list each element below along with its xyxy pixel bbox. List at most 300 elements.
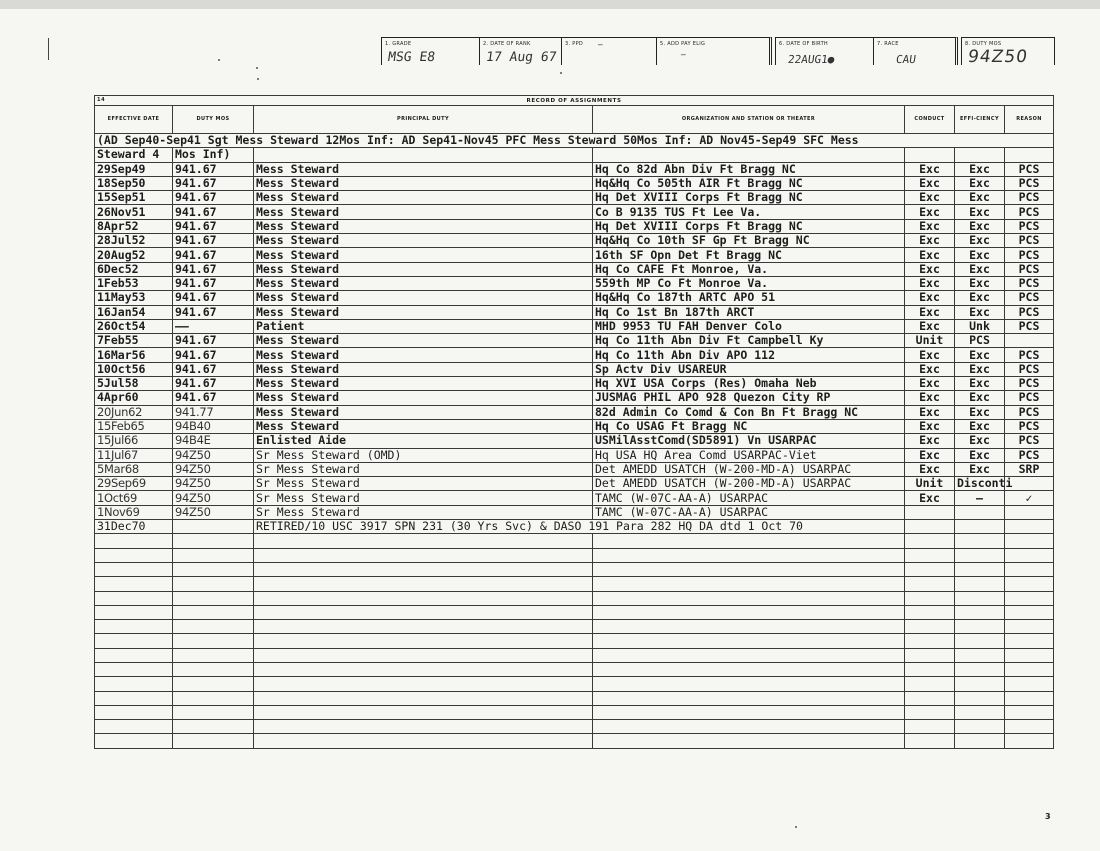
empty-cell bbox=[173, 605, 254, 619]
empty-cell bbox=[254, 677, 593, 691]
empty-cell bbox=[95, 662, 173, 676]
organization-cell: Hq Det XVIII Corps Ft Bragg NC bbox=[593, 191, 905, 205]
table-row bbox=[95, 319, 1054, 333]
blank-row bbox=[95, 648, 1054, 662]
duty-mos-box: 8. DUTY MOS 94Z50 bbox=[961, 37, 1055, 65]
empty-cell bbox=[905, 534, 955, 548]
principal-duty-cell: Mess Steward bbox=[254, 191, 593, 205]
section-number: 14 bbox=[97, 97, 106, 103]
empty-cell bbox=[1005, 677, 1054, 691]
efficiency-cell: Exc bbox=[955, 191, 1005, 205]
conduct-cell: Unit bbox=[905, 477, 955, 491]
duty-mos-cell: 941.67 bbox=[173, 391, 254, 405]
effective-date-cell: 16Mar56 bbox=[95, 348, 173, 362]
efficiency-cell: Unk bbox=[955, 319, 1005, 333]
empty-cell bbox=[593, 548, 905, 562]
conduct-cell: Exc bbox=[905, 319, 955, 333]
principal-duty-cell: Mess Steward bbox=[254, 176, 593, 190]
empty-cell bbox=[173, 677, 254, 691]
table-row bbox=[95, 176, 1054, 190]
conduct-cell: Exc bbox=[905, 434, 955, 448]
empty-cell bbox=[955, 562, 1005, 576]
conduct-cell: Exc bbox=[905, 348, 955, 362]
empty-cell bbox=[1005, 634, 1054, 648]
effective-date-cell: 8Apr52 bbox=[95, 219, 173, 233]
empty-cell bbox=[254, 734, 593, 748]
principal-duty-cell: Mess Steward bbox=[254, 419, 593, 433]
reason-cell: PCS bbox=[1005, 291, 1054, 305]
table-row bbox=[95, 305, 1054, 319]
empty-cell bbox=[593, 705, 905, 719]
effective-date-cell: 18Sep50 bbox=[95, 176, 173, 190]
effective-date-cell: 15Jul66 bbox=[95, 434, 173, 448]
add-pay-box: 5. ADD PAY ELIG — bbox=[656, 37, 772, 65]
reason-cell: PCS bbox=[1005, 448, 1054, 462]
principal-duty-cell: Mess Steward bbox=[254, 205, 593, 219]
empty-cell bbox=[593, 534, 905, 548]
duty-mos-cell: 941.67 bbox=[173, 348, 254, 362]
table-row bbox=[95, 219, 1054, 233]
empty-cell bbox=[955, 577, 1005, 591]
retirement-text: RETIRED/10 USC 3917 SPN 231 (30 Yrs Svc) & DASO 191 Para 282 HQ DA dtd 1 Oct 70 bbox=[254, 520, 905, 534]
empty-cell bbox=[95, 548, 173, 562]
duty-mos-cell: 94Z50 bbox=[173, 448, 254, 462]
effective-date-cell: 6Dec52 bbox=[95, 262, 173, 276]
duty-mos-cell: 941.77 bbox=[173, 405, 254, 419]
binder-mark bbox=[48, 38, 49, 60]
empty-cell bbox=[905, 520, 955, 534]
efficiency-cell: — bbox=[955, 491, 1005, 505]
table-row bbox=[95, 334, 1054, 348]
organization-cell: Hq Co 11th Abn Div APO 112 bbox=[593, 348, 905, 362]
empty-cell bbox=[905, 620, 955, 634]
scan-speck bbox=[795, 826, 797, 828]
conduct-cell: Exc bbox=[905, 419, 955, 433]
duty-mos-cell: 941.67 bbox=[173, 176, 254, 190]
effective-date-cell: 11May53 bbox=[95, 291, 173, 305]
empty-cell bbox=[95, 591, 173, 605]
empty-cell bbox=[173, 577, 254, 591]
effective-date-cell: 26Oct54 bbox=[95, 319, 173, 333]
col-effective-date: EFFECTIVE DATE bbox=[95, 106, 173, 134]
empty-cell bbox=[593, 577, 905, 591]
race-box: 7. RACE CAU bbox=[873, 37, 958, 65]
blank-row bbox=[95, 705, 1054, 719]
empty-cell bbox=[254, 548, 593, 562]
empty-cell bbox=[173, 562, 254, 576]
efficiency-cell bbox=[955, 505, 1005, 519]
reason-cell: PCS bbox=[1005, 191, 1054, 205]
page-number: 3 bbox=[1045, 812, 1051, 821]
empty-cell bbox=[955, 720, 1005, 734]
col-efficiency: EFFI-CIENCY bbox=[955, 106, 1005, 134]
reason-cell: PCS bbox=[1005, 377, 1054, 391]
empty-cell bbox=[95, 634, 173, 648]
scan-speck bbox=[257, 78, 259, 80]
empty-cell bbox=[1005, 691, 1054, 705]
effective-date-cell: 15Sep51 bbox=[95, 191, 173, 205]
efficiency-cell: Exc bbox=[955, 205, 1005, 219]
principal-duty-cell: Mess Steward bbox=[254, 219, 593, 233]
blank-row bbox=[95, 662, 1054, 676]
empty-cell bbox=[955, 605, 1005, 619]
conduct-cell: Exc bbox=[905, 377, 955, 391]
efficiency-cell: Exc bbox=[955, 419, 1005, 433]
efficiency-cell: Exc bbox=[955, 362, 1005, 376]
organization-cell: TAMC (W-07C-AA-A) USARPAC bbox=[593, 491, 905, 505]
principal-duty-cell: Mess Steward bbox=[254, 334, 593, 348]
empty-cell bbox=[95, 648, 173, 662]
duty-mos-cell: 941.67 bbox=[173, 362, 254, 376]
empty-cell bbox=[95, 605, 173, 619]
duty-mos-cell: 941.67 bbox=[173, 248, 254, 262]
table-row bbox=[95, 162, 1054, 176]
organization-cell: Hq&Hq Co 187th ARTC APO 51 bbox=[593, 291, 905, 305]
reason-cell: PCS bbox=[1005, 162, 1054, 176]
empty-cell bbox=[1005, 605, 1054, 619]
efficiency-cell: Exc bbox=[955, 391, 1005, 405]
conduct-cell: Exc bbox=[905, 248, 955, 262]
effective-date-cell: 15Feb65 bbox=[95, 419, 173, 433]
efficiency-cell: Exc bbox=[955, 448, 1005, 462]
table-row bbox=[95, 419, 1054, 433]
empty-cell bbox=[1005, 620, 1054, 634]
empty-cell bbox=[955, 634, 1005, 648]
blank-row bbox=[95, 677, 1054, 691]
grade-box: 1. GRADE MSG E8 bbox=[381, 37, 479, 65]
empty-cell bbox=[1005, 720, 1054, 734]
reason-cell: PCS bbox=[1005, 348, 1054, 362]
organization-cell: 82d Admin Co Comd & Con Bn Ft Bragg NC bbox=[593, 405, 905, 419]
empty-cell bbox=[593, 634, 905, 648]
conduct-cell: Exc bbox=[905, 219, 955, 233]
reason-cell: PCS bbox=[1005, 305, 1054, 319]
efficiency-cell: PCS bbox=[955, 334, 1005, 348]
duty-mos-cell: 941.67 bbox=[173, 305, 254, 319]
conduct-cell: Unit bbox=[905, 334, 955, 348]
principal-duty-cell: Sr Mess Steward bbox=[254, 462, 593, 476]
empty-cell bbox=[173, 720, 254, 734]
blank-row bbox=[95, 534, 1054, 548]
empty-cell bbox=[593, 662, 905, 676]
empty-cell bbox=[173, 520, 254, 534]
reason-cell: SRP bbox=[1005, 462, 1054, 476]
efficiency-cell: Exc bbox=[955, 291, 1005, 305]
empty-cell bbox=[1005, 577, 1054, 591]
effective-date-cell: 5Mar68 bbox=[95, 462, 173, 476]
duty-mos-cell: 941.67 bbox=[173, 219, 254, 233]
principal-duty-cell: Mess Steward bbox=[254, 162, 593, 176]
col-principal-duty: PRINCIPAL DUTY bbox=[254, 106, 593, 134]
duty-mos-cell: 941.67 bbox=[173, 234, 254, 248]
empty-cell bbox=[905, 734, 955, 748]
table-row bbox=[95, 348, 1054, 362]
column-header-row bbox=[95, 106, 1054, 134]
duty-mos-cell: 941.67 bbox=[173, 291, 254, 305]
conduct-cell: Exc bbox=[905, 491, 955, 505]
duty-mos-cell: 941.67 bbox=[173, 262, 254, 276]
table-row bbox=[95, 491, 1054, 505]
empty-cell bbox=[173, 662, 254, 676]
empty-cell bbox=[905, 591, 955, 605]
empty-cell bbox=[95, 705, 173, 719]
effective-date-cell: 1Feb53 bbox=[95, 276, 173, 290]
reason-cell: PCS bbox=[1005, 319, 1054, 333]
duty-mos-cell: 941.67 bbox=[173, 377, 254, 391]
efficiency-cell: Disconti bbox=[955, 477, 1005, 491]
table-title-row bbox=[95, 96, 1054, 106]
efficiency-cell: Exc bbox=[955, 176, 1005, 190]
empty-cell bbox=[254, 148, 593, 162]
prior-service-row bbox=[95, 134, 1054, 148]
efficiency-cell: Exc bbox=[955, 219, 1005, 233]
duty-mos-cell: 941.67 bbox=[173, 276, 254, 290]
empty-cell bbox=[254, 620, 593, 634]
reason-cell: PCS bbox=[1005, 276, 1054, 290]
empty-cell bbox=[905, 577, 955, 591]
empty-cell bbox=[254, 605, 593, 619]
table-row bbox=[95, 505, 1054, 519]
organization-cell: Hq Co USAG Ft Bragg NC bbox=[593, 419, 905, 433]
reason-cell: PCS bbox=[1005, 434, 1054, 448]
effective-date-cell: 20Aug52 bbox=[95, 248, 173, 262]
effective-date-cell: 10Oct56 bbox=[95, 362, 173, 376]
effective-date-cell: 31Dec70 bbox=[95, 520, 173, 534]
organization-cell: Det AMEDD USATCH (W-200-MD-A) USARPAC bbox=[593, 462, 905, 476]
conduct-cell: Exc bbox=[905, 234, 955, 248]
empty-cell bbox=[593, 591, 905, 605]
scan-top-edge bbox=[0, 0, 1100, 9]
effective-date-cell: 20Jun62 bbox=[95, 405, 173, 419]
empty-cell bbox=[955, 648, 1005, 662]
date-of-rank-box: 2. DATE OF RANK 17 Aug 67 bbox=[479, 37, 561, 65]
col-conduct: CONDUCT bbox=[905, 106, 955, 134]
empty-cell bbox=[173, 591, 254, 605]
table-row bbox=[95, 276, 1054, 290]
reason-cell bbox=[1005, 334, 1054, 348]
blank-row bbox=[95, 577, 1054, 591]
empty-cell bbox=[955, 677, 1005, 691]
organization-cell: JUSMAG PHIL APO 928 Quezon City RP bbox=[593, 391, 905, 405]
empty-cell bbox=[955, 548, 1005, 562]
table-row bbox=[95, 434, 1054, 448]
empty-cell bbox=[173, 734, 254, 748]
date-of-birth-box: 6. DATE OF BIRTH 22AUG1● bbox=[775, 37, 873, 65]
duty-mos-cell: 94Z50 bbox=[173, 505, 254, 519]
empty-cell bbox=[593, 605, 905, 619]
blank-row bbox=[95, 548, 1054, 562]
retirement-row bbox=[95, 520, 1054, 534]
principal-duty-cell: Sr Mess Steward (OMD) bbox=[254, 448, 593, 462]
effective-date-cell: 28Jul52 bbox=[95, 234, 173, 248]
organization-cell: Hq Co 1st Bn 187th ARCT bbox=[593, 305, 905, 319]
duty-mos-value: 94Z50 bbox=[966, 47, 1030, 67]
empty-cell bbox=[593, 720, 905, 734]
conduct-cell: Exc bbox=[905, 262, 955, 276]
empty-cell bbox=[254, 534, 593, 548]
empty-cell bbox=[1005, 648, 1054, 662]
effective-date-cell: 1Oct69 bbox=[95, 491, 173, 505]
effective-date-cell: 5Jul58 bbox=[95, 377, 173, 391]
reason-cell: PCS bbox=[1005, 362, 1054, 376]
organization-cell: Hq Co CAFE Ft Monroe, Va. bbox=[593, 262, 905, 276]
effective-date-cell: 16Jan54 bbox=[95, 305, 173, 319]
reason-cell: PCS bbox=[1005, 205, 1054, 219]
col-organization: ORGANIZATION AND STATION OR THEATER bbox=[593, 106, 905, 134]
reason-cell: PCS bbox=[1005, 262, 1054, 276]
add-pay-value: — bbox=[680, 50, 687, 59]
effective-date-cell: 11Jul67 bbox=[95, 448, 173, 462]
principal-duty-cell: Enlisted Aide bbox=[254, 434, 593, 448]
effective-date-cell: 26Nov51 bbox=[95, 205, 173, 219]
table-row bbox=[95, 262, 1054, 276]
empty-cell bbox=[905, 634, 955, 648]
scan-speck bbox=[218, 59, 220, 61]
empty-cell bbox=[254, 720, 593, 734]
empty-cell bbox=[955, 734, 1005, 748]
date-of-birth-value: 22AUG1● bbox=[787, 53, 836, 66]
duty-mos-cell: 94Z50 bbox=[173, 462, 254, 476]
table-row bbox=[95, 391, 1054, 405]
record-title: RECORD OF ASSIGNMENTS bbox=[526, 97, 622, 104]
blank-row bbox=[95, 634, 1054, 648]
scan-speck bbox=[256, 67, 258, 69]
empty-cell bbox=[955, 591, 1005, 605]
effective-date-cell: 29Sep69 bbox=[95, 477, 173, 491]
empty-cell bbox=[905, 148, 955, 162]
duty-mos-cell: 941.67 bbox=[173, 191, 254, 205]
duty-mos-cell: 941.67 bbox=[173, 334, 254, 348]
reason-cell: PCS bbox=[1005, 248, 1054, 262]
reason-cell: PCS bbox=[1005, 234, 1054, 248]
empty-cell bbox=[95, 691, 173, 705]
empty-cell bbox=[254, 634, 593, 648]
principal-duty-cell: Mess Steward bbox=[254, 305, 593, 319]
efficiency-cell: Exc bbox=[955, 348, 1005, 362]
empty-cell bbox=[955, 520, 1005, 534]
principal-duty-cell: Mess Steward bbox=[254, 348, 593, 362]
empty-cell bbox=[254, 562, 593, 576]
ppd-box: 3. PPD — bbox=[561, 37, 656, 65]
organization-cell: 559th MP Co Ft Monroe Va. bbox=[593, 276, 905, 290]
effective-date-cell: 7Feb55 bbox=[95, 334, 173, 348]
conduct-cell: Exc bbox=[905, 162, 955, 176]
empty-cell bbox=[95, 577, 173, 591]
reason-cell: PCS bbox=[1005, 391, 1054, 405]
conduct-cell: Exc bbox=[905, 291, 955, 305]
grade-value: MSG E8 bbox=[386, 50, 437, 65]
blank-row bbox=[95, 734, 1054, 748]
duty-mos-cell: 94B40 bbox=[173, 419, 254, 433]
table-row bbox=[95, 477, 1054, 491]
reason-cell: PCS bbox=[1005, 176, 1054, 190]
principal-duty-cell: Mess Steward bbox=[254, 405, 593, 419]
conduct-cell: Exc bbox=[905, 276, 955, 290]
prior-service-row bbox=[95, 148, 1054, 162]
scan-speck bbox=[560, 72, 562, 74]
organization-cell: MHD 9953 TU FAH Denver Colo bbox=[593, 319, 905, 333]
effective-date-cell: 29Sep49 bbox=[95, 162, 173, 176]
efficiency-cell: Exc bbox=[955, 405, 1005, 419]
effective-date-cell: 4Apr60 bbox=[95, 391, 173, 405]
empty-cell bbox=[1005, 591, 1054, 605]
principal-duty-cell: Mess Steward bbox=[254, 391, 593, 405]
effective-date-cell: 1Nov69 bbox=[95, 505, 173, 519]
empty-cell bbox=[593, 620, 905, 634]
empty-cell bbox=[955, 620, 1005, 634]
empty-cell bbox=[955, 691, 1005, 705]
empty-cell bbox=[254, 648, 593, 662]
empty-cell bbox=[905, 605, 955, 619]
conduct-cell bbox=[905, 505, 955, 519]
conduct-cell: Exc bbox=[905, 405, 955, 419]
organization-cell: Det AMEDD USATCH (W-200-MD-A) USARPAC bbox=[593, 477, 905, 491]
efficiency-cell: Exc bbox=[955, 276, 1005, 290]
empty-cell bbox=[254, 591, 593, 605]
empty-cell bbox=[1005, 148, 1054, 162]
duty-mos-cell: 94Z50 bbox=[173, 491, 254, 505]
principal-duty-cell: Patient bbox=[254, 319, 593, 333]
empty-cell bbox=[173, 548, 254, 562]
empty-cell bbox=[593, 562, 905, 576]
duty-mos-cell: —— bbox=[173, 319, 254, 333]
conduct-cell: Exc bbox=[905, 205, 955, 219]
empty-cell bbox=[1005, 534, 1054, 548]
empty-cell bbox=[955, 148, 1005, 162]
date-of-rank-value: 17 Aug 67 bbox=[484, 50, 558, 65]
conduct-cell: Exc bbox=[905, 191, 955, 205]
reason-cell: PCS bbox=[1005, 405, 1054, 419]
conduct-cell: Exc bbox=[905, 362, 955, 376]
blank-row bbox=[95, 620, 1054, 634]
empty-cell bbox=[95, 620, 173, 634]
empty-cell bbox=[955, 534, 1005, 548]
empty-cell bbox=[593, 648, 905, 662]
empty-cell bbox=[905, 548, 955, 562]
empty-cell bbox=[95, 534, 173, 548]
conduct-cell: Exc bbox=[905, 462, 955, 476]
empty-cell bbox=[173, 620, 254, 634]
table-title bbox=[95, 96, 1054, 106]
prior-service-text: Mos Inf) bbox=[173, 148, 254, 162]
empty-cell bbox=[905, 662, 955, 676]
organization-cell: Hq Co 82d Abn Div Ft Bragg NC bbox=[593, 162, 905, 176]
empty-cell bbox=[955, 662, 1005, 676]
organization-cell: TAMC (W-07C-AA-A) USARPAC bbox=[593, 505, 905, 519]
empty-cell bbox=[254, 705, 593, 719]
table-row bbox=[95, 448, 1054, 462]
empty-cell bbox=[593, 148, 905, 162]
conduct-cell: Exc bbox=[905, 391, 955, 405]
empty-cell bbox=[173, 648, 254, 662]
race-value: CAU bbox=[895, 53, 917, 66]
table-row bbox=[95, 191, 1054, 205]
organization-cell: Co B 9135 TUS Ft Lee Va. bbox=[593, 205, 905, 219]
empty-cell bbox=[254, 577, 593, 591]
empty-cell bbox=[173, 705, 254, 719]
duty-mos-cell: 94Z50 bbox=[173, 477, 254, 491]
empty-cell bbox=[955, 705, 1005, 719]
empty-cell bbox=[1005, 734, 1054, 748]
record-body bbox=[95, 134, 1054, 749]
empty-cell bbox=[593, 677, 905, 691]
table-row bbox=[95, 462, 1054, 476]
principal-duty-cell: Mess Steward bbox=[254, 234, 593, 248]
efficiency-cell: Exc bbox=[955, 434, 1005, 448]
conduct-cell: Exc bbox=[905, 305, 955, 319]
organization-cell: 16th SF Opn Det Ft Bragg NC bbox=[593, 248, 905, 262]
empty-cell bbox=[905, 562, 955, 576]
